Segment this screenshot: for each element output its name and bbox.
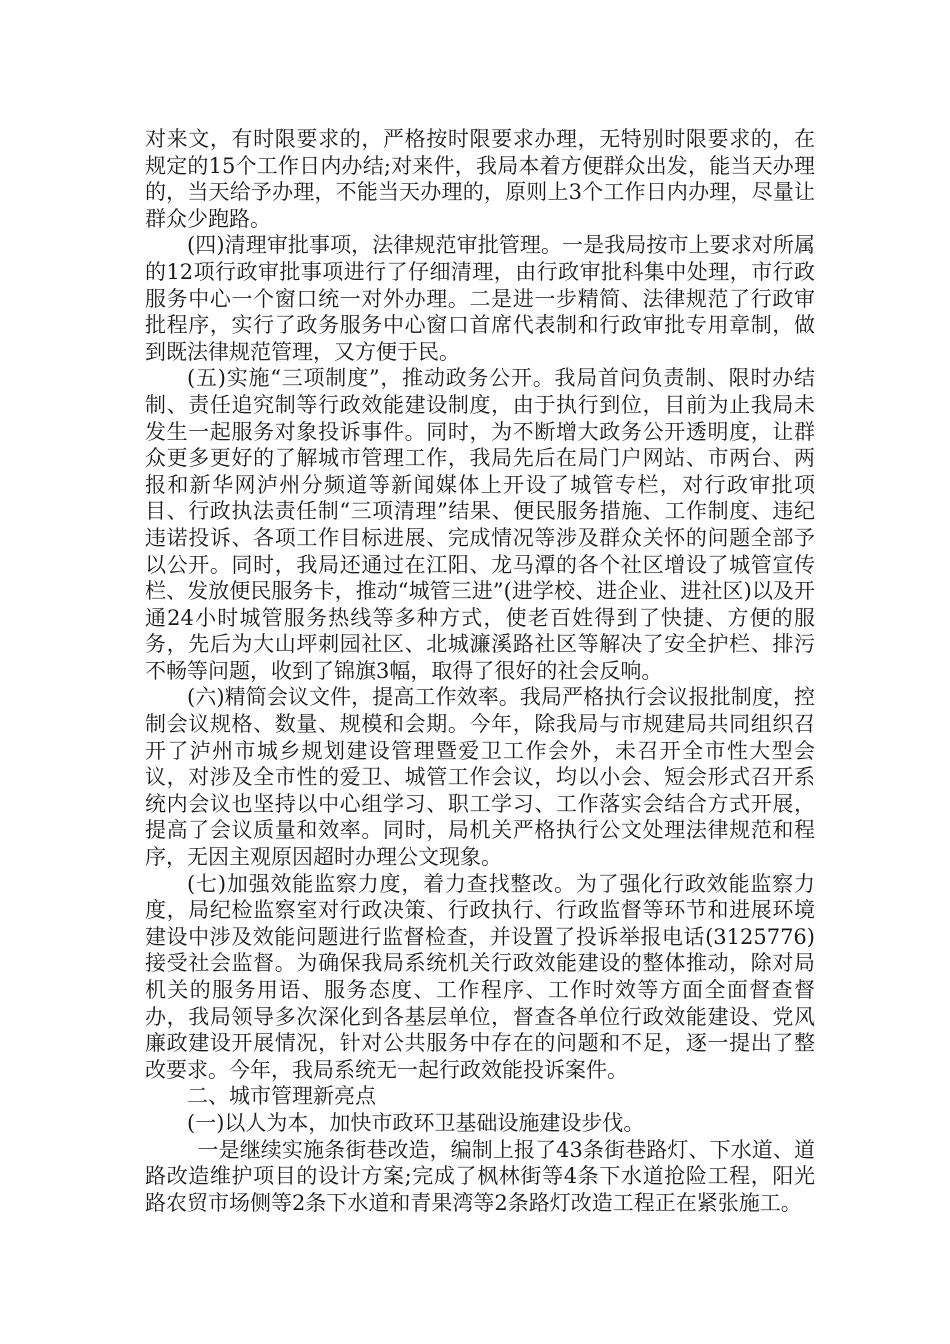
- paragraph-section-5: (五)实施“三项制度”，推动政务公开。我局首问负责制、限时办结制、责任追究制等行政效能建设制度，由于执行到位，目前为止我局未发生一起服务对象投诉事件。同时，为不断增大政务公开透明度，让群众更多更好的了解城市管理工作，我局先后在局门户网站、市两台、两报和新华网泸州分频道等新闻媒体上开设了城管专栏，对行政审批项目、行政执法责任制“三项清理”结果、便民服务措施、工作制度、违纪违诺投诉、各项工作目标进展、完成情况等涉及群众关怀的问题全部予以公开。同时，我局还通过在江阳、龙马潭的各个社区增设了城管宣传栏、发放便民服务卡，推动“城管三进”(进学校、进企业、进社区)以及开通24小时城管服务热线等多种方式，使老百姓得到了快捷、方便的服务，先后为大山坪刺园社区、北城濂溪路社区等解决了安全护栏、排污不畅等问题，收到了锦旗3幅，取得了很好的社会反响。: [145, 366, 815, 683]
- section-heading-2: 二、城市管理新亮点: [187, 1084, 376, 1109]
- paragraph-section-4: (四)清理审批事项，法律规范审批管理。一是我局按市上要求对所属的12项行政审批事项进行了仔细清理，由行政审批科集中处理，市行政服务中心一个窗口统一对外办理。二是进一步精简、法律规范了行政审批程序，实行了政务服务中心窗口首席代表制和行政审批专用章制，做到既法律规范管理，又方便于民。: [145, 233, 815, 364]
- paragraph-continuation: 对来文，有时限要求的，严格按时限要求办理，无特别时限要求的，在规定的15个工作日内办结;对来件，我局本着方便群众出发，能当天办理的，当天给予办理，不能当天办理的，原则上3个工作日内办理，尽量让群众少跑路。: [145, 127, 815, 231]
- subsection-heading-1: (一)以人为本，加快市政环卫基础设施建设步伐。: [187, 1110, 645, 1135]
- paragraph-section-7: (七)加强效能监察力度，着力查找整改。为了强化行政效能监察力度，局纪检监察室对行政决策、行政执行、行政监督等环节和进展环境建设中涉及效能问题进行监督检查，并设置了投诉举报电话(3125776)接受社会监督。为确保我局系统机关行政效能建设的整体推动，除对局机关的服务用语、服务态度、工作程序、工作时效等方面全面督查督办，我局领导多次深化到各基层单位，督查各单位行政效能建设、党风廉政建设开展情况，针对公共服务中存在的问题和不足，逐一提出了整改要求。今年，我局系统无一起行政效能投诉案件。: [145, 871, 815, 1082]
- paragraph-section-6: (六)精简会议文件，提高工作效率。我局严格执行会议报批制度，控制会议规格、数量、规模和会期。今年，除我局与市规建局共同组织召开了泸州市城乡规划建设管理暨爱卫工作会外，未召开全市性大型会议，对涉及全市性的爱卫、城管工作会议，均以小会、短会形式召开系统内会议也坚持以中心组学习、职工学习、工作落实会结合方式开展，提高了会议质量和效率。同时，局机关严格执行公文处理法律规范和程序，无因主观原因超时办理公文现象。: [145, 685, 815, 870]
- paragraph-street-renovation: 一是继续实施条街巷改造，编制上报了43条街巷路灯、下水道、道路改造维护项目的设计方案;完成了枫林街等4条下水道抢险工程，阳光路农贸市场侧等2条下水道和青果湾等2条路灯改造工程正在紧张施工。: [145, 1137, 815, 1215]
- document-body: [145, 126, 815, 1216]
